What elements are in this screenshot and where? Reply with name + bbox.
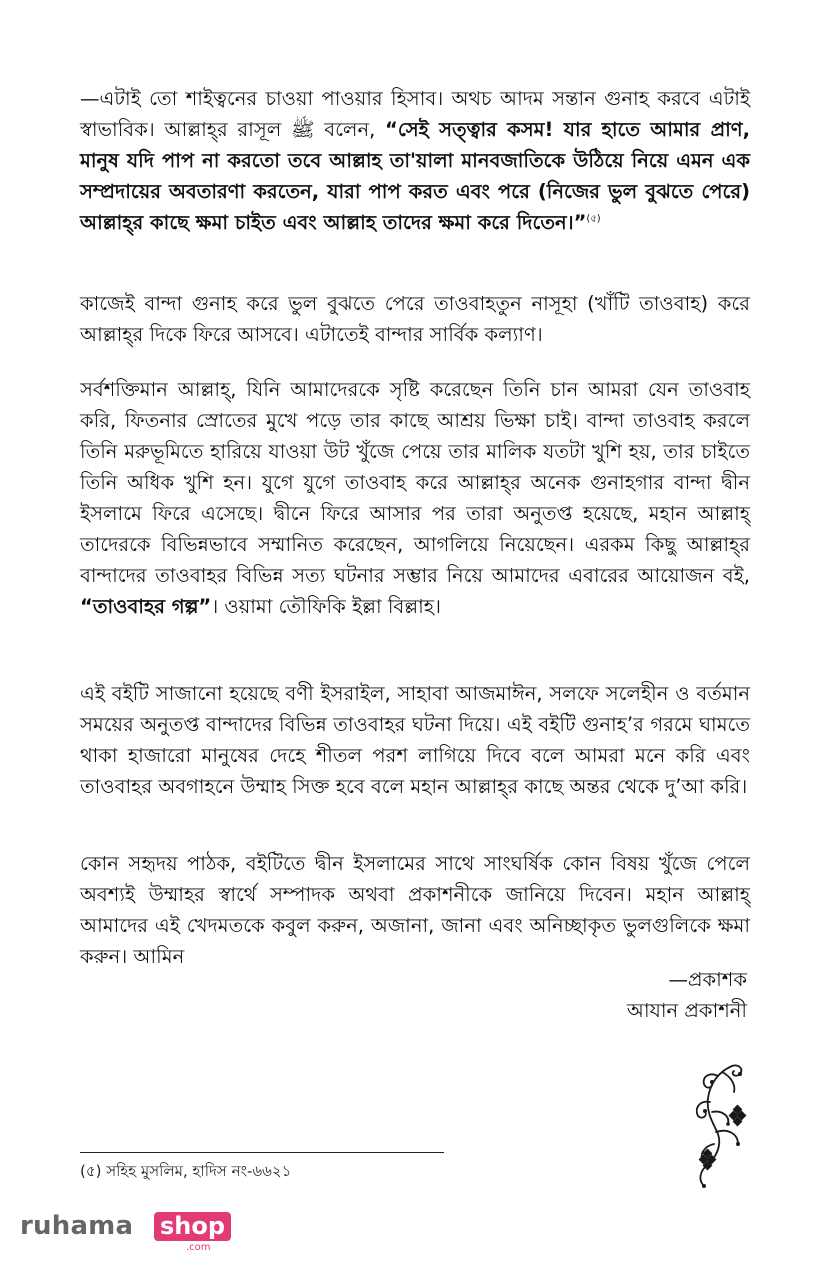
signature-role: —প্রকাশক — [668, 968, 747, 991]
paragraph-3-end: । ওয়ামা তৌফিকি ইল্লা বিল্লাহ। — [211, 595, 442, 618]
footnote-reference[interactable]: (৫) — [586, 213, 601, 225]
signature-name: আযান প্রকাশনী — [626, 999, 747, 1022]
logo-shop-badge: shop — [154, 1212, 231, 1241]
book-title: “তাওবাহর গল্প” — [80, 595, 212, 618]
paragraph-3 — [80, 374, 750, 622]
signature-block — [627, 964, 747, 1026]
paragraph-5: কোন সহৃদয় পাঠক, বইটিতে দ্বীন ইসলামের সাথে সাংঘর্ষিক কোন বিষয় খুঁজে পেলে অবশ্যই উম্মাহর স্বার্থে সম্পাদক অথবা প্রকাশনীকে জানিয়ে দিবেন। মহান আল্লাহ্‌ আমাদের এই খেদমতকে কবুল করুন, অজানা, জানা এবং অনিচ্ছাকৃত ভুলগুলিকে ক্ষমা করুন। আমিন — [80, 852, 750, 968]
paragraph-2: কাজেই বান্দা গুনাহ করে ভুল বুঝতে পেরে তাওবাহতুন নাসূহা (খাঁটি তাওবাহ) করে আল্লাহ্‌র দিকে ফিরে আসবে। এটাতেই বান্দার সার্বিক কল্যাণ। — [80, 292, 750, 346]
floral-ornament-icon — [688, 1062, 754, 1196]
footnote-text: (৫) সহিহ মুসলিম, হাদিস নং-৬৬২১ — [80, 1162, 292, 1180]
paragraph-3-text: সর্বশক্তিমান আল্লাহ্‌, যিনি আমাদেরকে সৃষ্টি করেছেন তিনি চান আমরা যেন তাওবাহ করি, ফিতনার স্রোতের মুখে পড়ে তার কাছে আশ্রয় ভিক্ষা চাই। বান্দা তাওবাহ করলে তিনি মরুভূমিতে হারিয়ে যাওয়া উট খুঁজে পেয়ে তার মালিক যতটা খুশি হয়, তার চাইতে তিনি অধিক খুশি হন। যুগে যুগে তাওবাহ করে আল্লাহ্‌র অনেক গুনাহগার বান্দা দ্বীন ইসলামে ফিরে এসেছে। দ্বীনে ফিরে আসার পর তারা অনুতপ্ত হয়েছে, মহান আল্লাহ্‌ তাদেরকে বিভিন্নভাবে সম্মানিত করেছেন, আগলিয়ে নিয়েছেন। এরকম কিছু আল্লাহ্‌র বান্দাদের তাওবাহর বিভিন্ন সত্য ঘটনার সম্ভার নিয়ে আমাদের এবারের আয়োজন বই, — [80, 378, 750, 587]
logo-domain-suffix: .com — [186, 1242, 211, 1253]
paragraph-4: এই বইটি সাজানো হয়েছে বণী ইসরাইল, সাহাবা আজমাঈন, সলফে সলেহীন ও বর্তমান সময়ের অনুতপ্ত বান্দাদের বিভিন্ন তাওবাহর ঘটনা দিয়ে। এই বইটি গুনাহ’র গরমে ঘামতে থাকা হাজারো মানুষের দেহে শীতল পরশ লাগিয়ে দিবে বলে আমরা মনে করি এবং তাওবাহর অবগাহনে উম্মাহ সিক্ত হবে বলে মহান আল্লাহ্‌র কাছে অন্তর থেকে দু’আ করি। — [80, 682, 750, 798]
hadith-quote: “সেই সত্ত্বার কসম! যার হাতে আমার প্রাণ, মানুষ যদি পাপ না করতো তবে আল্লাহ তা'য়ালা মানবজাতিকে উঠিয়ে নিয়ে এমন এক সম্প্রদায়ের অবতারণা করতেন, যারা পাপ করত এবং পরে (নিজের ভুল বুঝতে পেরে) আল্লাহ্‌র কাছে ক্ষমা চাইত এবং আল্লাহ তাদের ক্ষমা করে দিতেন।” — [80, 118, 750, 234]
logo-word: ruhama — [20, 1211, 134, 1241]
paragraph-1-intro: —এটাই তো শাইত্বনের চাওয়া পাওয়ার হিসাব। অথচ আদম সন্তান গুনাহ করবে এটাই স্বাভাবিক। আল্লাহ্‌র রাসূল ﷺ বলেন, — [80, 87, 750, 141]
footnote-divider — [80, 1152, 444, 1153]
paragraph-1 — [80, 83, 750, 238]
